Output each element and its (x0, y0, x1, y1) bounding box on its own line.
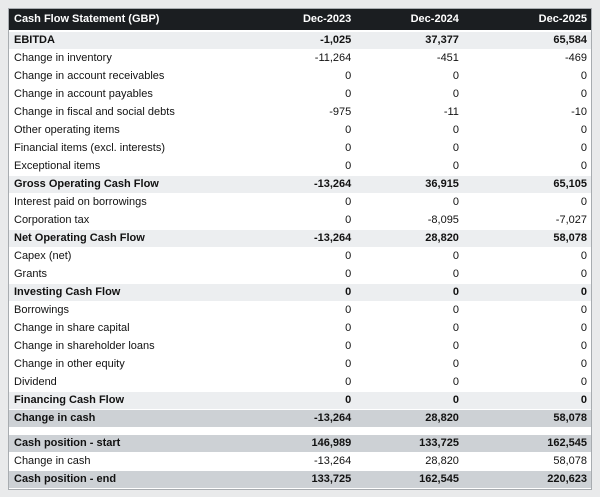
table-row (9, 471, 591, 489)
cell-dec-2024: 0 (355, 356, 463, 374)
cell-dec-2024: 36,915 (355, 176, 463, 194)
cell-dec-2024: 0 (355, 86, 463, 104)
cell-dec-2024: -451 (355, 50, 463, 68)
table-row (9, 435, 591, 453)
column-header-dec-2023: Dec-2023 (242, 9, 355, 31)
row-label: EBITDA (9, 31, 242, 50)
row-label: Change in cash (9, 410, 242, 428)
row-label: Change in fiscal and social debts (9, 104, 242, 122)
cell-dec-2024: 0 (355, 392, 463, 410)
row-label: Change in other equity (9, 356, 242, 374)
cell-dec-2023: 133,725 (242, 471, 355, 489)
table-row (9, 50, 591, 68)
cell-dec-2025: 0 (463, 320, 591, 338)
row-label: Corporation tax (9, 212, 242, 230)
row-label: Cash position - start (9, 435, 242, 453)
cell-dec-2023: 0 (242, 86, 355, 104)
table-row (9, 284, 591, 302)
column-header-dec-2024: Dec-2024 (355, 9, 463, 31)
cell-dec-2025: 65,105 (463, 176, 591, 194)
cell-dec-2025: 65,584 (463, 31, 591, 50)
row-label: Grants (9, 266, 242, 284)
cell-dec-2025: -469 (463, 50, 591, 68)
cell-dec-2024: 162,545 (355, 471, 463, 489)
cash-flow-statement (9, 9, 591, 489)
cell-dec-2025: 0 (463, 86, 591, 104)
cell-dec-2024: 0 (355, 248, 463, 266)
cell-dec-2023: 0 (242, 320, 355, 338)
table-row (9, 68, 591, 86)
row-label: Change in inventory (9, 50, 242, 68)
row-label: Financial items (excl. interests) (9, 140, 242, 158)
table-row (9, 320, 591, 338)
row-label: Cash position - end (9, 471, 242, 489)
table-row (9, 453, 591, 471)
cell-dec-2025: 0 (463, 302, 591, 320)
cell-dec-2024: -8,095 (355, 212, 463, 230)
cell-dec-2025: 0 (463, 392, 591, 410)
table-row (9, 86, 591, 104)
row-label: Change in account receivables (9, 68, 242, 86)
cell-dec-2024: 0 (355, 140, 463, 158)
table-title: Cash Flow Statement (GBP) (9, 9, 242, 31)
cell-dec-2024: 28,820 (355, 410, 463, 428)
cell-dec-2023: 146,989 (242, 435, 355, 453)
cell-dec-2024: 0 (355, 122, 463, 140)
cell-dec-2023: -1,025 (242, 31, 355, 50)
cell-dec-2025: 0 (463, 338, 591, 356)
cell-dec-2023: -975 (242, 104, 355, 122)
row-label: Financing Cash Flow (9, 392, 242, 410)
cell-dec-2025: 0 (463, 194, 591, 212)
cell-dec-2023: 0 (242, 392, 355, 410)
cell-dec-2023: 0 (242, 68, 355, 86)
cell-dec-2023: 0 (242, 302, 355, 320)
section-spacer-row (9, 428, 591, 435)
section-spacer (9, 428, 591, 435)
row-label: Capex (net) (9, 248, 242, 266)
table-row (9, 104, 591, 122)
row-label: Change in shareholder loans (9, 338, 242, 356)
table-header-row (9, 9, 591, 31)
cell-dec-2025: 0 (463, 68, 591, 86)
cell-dec-2023: 0 (242, 284, 355, 302)
table-row (9, 302, 591, 320)
row-label: Net Operating Cash Flow (9, 230, 242, 248)
cell-dec-2025: -7,027 (463, 212, 591, 230)
cell-dec-2025: 162,545 (463, 435, 591, 453)
row-label: Other operating items (9, 122, 242, 140)
table-row (9, 212, 591, 230)
cell-dec-2025: 0 (463, 266, 591, 284)
cell-dec-2023: 0 (242, 158, 355, 176)
row-label: Borrowings (9, 302, 242, 320)
cell-dec-2024: 0 (355, 158, 463, 176)
cell-dec-2024: 0 (355, 374, 463, 392)
cell-dec-2023: 0 (242, 212, 355, 230)
cell-dec-2025: 0 (463, 356, 591, 374)
cell-dec-2023: 0 (242, 122, 355, 140)
cell-dec-2025: 220,623 (463, 471, 591, 489)
table-row (9, 122, 591, 140)
cell-dec-2023: 0 (242, 266, 355, 284)
row-label: Change in share capital (9, 320, 242, 338)
row-label: Change in account payables (9, 86, 242, 104)
cell-dec-2025: 58,078 (463, 410, 591, 428)
table-row (9, 31, 591, 50)
cell-dec-2024: 0 (355, 320, 463, 338)
table-row (9, 374, 591, 392)
cell-dec-2023: 0 (242, 248, 355, 266)
row-label: Investing Cash Flow (9, 284, 242, 302)
cell-dec-2025: -10 (463, 104, 591, 122)
table-row (9, 266, 591, 284)
cell-dec-2024: 28,820 (355, 230, 463, 248)
cell-dec-2025: 58,078 (463, 230, 591, 248)
row-label: Gross Operating Cash Flow (9, 176, 242, 194)
table-row (9, 176, 591, 194)
cell-dec-2025: 0 (463, 158, 591, 176)
cell-dec-2024: 0 (355, 338, 463, 356)
table-body (9, 31, 591, 489)
cell-dec-2025: 0 (463, 284, 591, 302)
cell-dec-2023: 0 (242, 338, 355, 356)
cell-dec-2023: 0 (242, 140, 355, 158)
cell-dec-2024: 0 (355, 266, 463, 284)
table-row (9, 140, 591, 158)
table-row (9, 356, 591, 374)
cell-dec-2025: 0 (463, 374, 591, 392)
cell-dec-2025: 58,078 (463, 453, 591, 471)
cell-dec-2024: 28,820 (355, 453, 463, 471)
cell-dec-2024: 0 (355, 68, 463, 86)
cell-dec-2023: 0 (242, 356, 355, 374)
cell-dec-2024: 0 (355, 194, 463, 212)
table-row (9, 194, 591, 212)
cell-dec-2025: 0 (463, 140, 591, 158)
cell-dec-2024: 0 (355, 302, 463, 320)
cell-dec-2023: -13,264 (242, 453, 355, 471)
row-label: Interest paid on borrowings (9, 194, 242, 212)
table-row (9, 338, 591, 356)
cell-dec-2025: 0 (463, 122, 591, 140)
table-row (9, 410, 591, 428)
cell-dec-2024: 37,377 (355, 31, 463, 50)
table-row (9, 248, 591, 266)
cash-flow-table (8, 8, 592, 490)
row-label: Exceptional items (9, 158, 242, 176)
cell-dec-2025: 0 (463, 248, 591, 266)
table-row (9, 230, 591, 248)
cell-dec-2024: 133,725 (355, 435, 463, 453)
cell-dec-2024: 0 (355, 284, 463, 302)
table-row (9, 392, 591, 410)
table-row (9, 158, 591, 176)
column-header-dec-2025: Dec-2025 (463, 9, 591, 31)
cell-dec-2023: -13,264 (242, 230, 355, 248)
cell-dec-2023: -13,264 (242, 176, 355, 194)
row-label: Change in cash (9, 453, 242, 471)
cell-dec-2023: -13,264 (242, 410, 355, 428)
cell-dec-2023: -11,264 (242, 50, 355, 68)
cell-dec-2023: 0 (242, 194, 355, 212)
cell-dec-2024: -11 (355, 104, 463, 122)
cell-dec-2023: 0 (242, 374, 355, 392)
row-label: Dividend (9, 374, 242, 392)
